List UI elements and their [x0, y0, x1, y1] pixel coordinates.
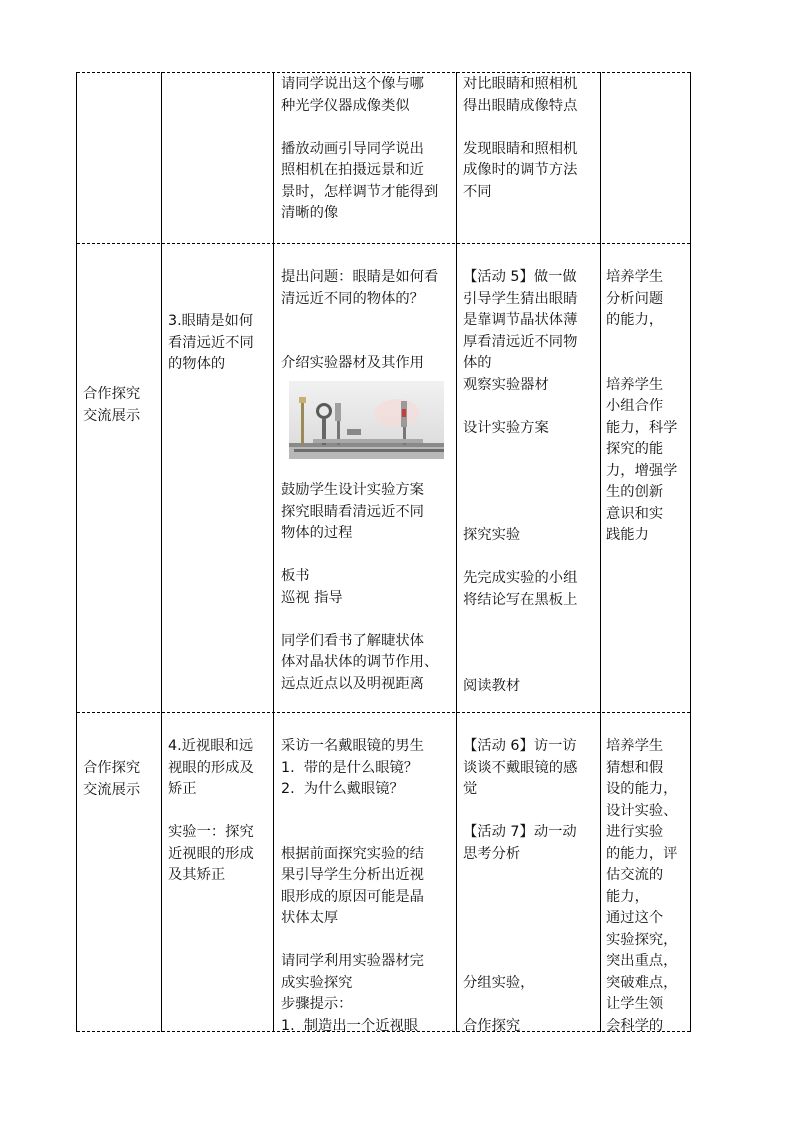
teacher-activity-cell — [281, 736, 424, 1037]
cell-line — [463, 865, 577, 887]
cell-line: 板书 — [281, 568, 310, 584]
cell-line: 突出重点， — [606, 953, 678, 969]
cell-line: 通过这个 — [606, 910, 664, 926]
cell-line — [463, 504, 577, 526]
cell-line: 思考分析 — [463, 845, 521, 862]
cell-line — [281, 930, 424, 952]
cell-line: 不同 — [463, 183, 492, 200]
teacher-activity-cell — [281, 480, 438, 695]
cell-line — [463, 930, 577, 952]
column-divider — [600, 72, 601, 1032]
cell-line — [281, 310, 438, 332]
cell-line: 践能力 — [606, 527, 649, 543]
cell-line: 猜想和假 — [606, 759, 664, 776]
cell-line: 探究实验 — [463, 527, 521, 543]
cell-line — [606, 332, 677, 354]
cell-line: 分析问题 — [606, 290, 664, 307]
cell-line: 请同学说出这个像与哪 — [281, 76, 424, 92]
cell-line: 进行实验 — [606, 824, 664, 840]
cell-line: 清晰的像 — [281, 205, 339, 221]
student-activity-cell — [463, 74, 577, 203]
cell-line: 种光学仪器成像类似 — [281, 97, 410, 114]
cell-line: 提出问题：眼睛是如何看 — [281, 269, 439, 285]
cell-line: 观察实验器材 — [463, 376, 549, 393]
cell-line: 4.近视眼和远 — [168, 738, 254, 754]
cell-line: 能力，科学 — [606, 419, 678, 436]
cell-line: 实验探究， — [606, 931, 678, 948]
cell-line — [463, 117, 577, 139]
cell-line: 先完成实验的小组 — [463, 570, 578, 586]
cell-line: 生的创新 — [606, 484, 664, 500]
cell-line — [281, 609, 438, 631]
cell-line: 实验一：探究 — [168, 824, 254, 840]
cell-line: 合作探究 — [83, 386, 141, 402]
cell-line: 得出眼睛成像特点 — [463, 97, 578, 114]
cell-line: 物体的过程 — [281, 525, 353, 541]
cell-line: 能力， — [606, 888, 649, 905]
cell-line — [463, 611, 577, 633]
cell-line — [463, 908, 577, 930]
cell-line: 鼓励学生设计实验方案 — [281, 482, 424, 498]
cell-line — [463, 439, 577, 461]
cell-line: 培养学生 — [606, 738, 664, 754]
cell-line: 1. 制造出一个近视眼 — [281, 1017, 419, 1034]
cell-line: 果引导学生分析出近视 — [281, 867, 424, 883]
cell-line: 探究的能 — [606, 441, 664, 457]
row-divider — [77, 243, 690, 244]
cell-line: 力，增强学 — [606, 462, 678, 479]
cell-line — [463, 801, 577, 823]
cell-line: 远点近点以及明视距离 — [281, 675, 424, 692]
cell-line: 步骤提示： — [281, 996, 353, 1012]
cell-line: 看清远近不同 — [168, 334, 254, 351]
cell-line: 体的 — [463, 355, 492, 371]
cell-line: 体对晶状体的调节作用、 — [281, 654, 439, 670]
cell-line — [606, 353, 677, 375]
topic-cell — [168, 736, 254, 887]
cell-line: 对比眼睛和照相机 — [463, 76, 578, 92]
cell-line — [463, 994, 577, 1016]
cell-line: 成实验探究 — [281, 974, 353, 991]
cell-line: 的物体的 — [168, 356, 226, 372]
cell-line: 根据前面探究实验的结 — [281, 845, 424, 862]
cell-line: 的能力， — [606, 312, 664, 328]
experiment-apparatus-photo — [289, 381, 444, 459]
cell-line: 培养学生 — [606, 269, 664, 285]
row-divider — [77, 712, 690, 713]
cell-line: 3.眼睛是如何 — [168, 313, 254, 329]
cell-line: 状体太厚 — [281, 910, 339, 926]
cell-line: 视眼的形成及 — [168, 759, 254, 776]
cell-line: 合作探究 — [83, 760, 141, 776]
cell-line: 培养学生 — [606, 376, 664, 393]
cell-line: 1. 带的是什么眼镜？ — [281, 759, 419, 776]
cell-line: 【活动 5】做一做 — [463, 269, 577, 285]
cell-line: 【活动 6】访一访 — [463, 738, 577, 754]
cell-line: 谈谈不戴眼镜的感 — [463, 759, 578, 776]
cell-line: 采访一名戴眼镜的男生 — [281, 738, 424, 754]
cell-line: 及其矫正 — [168, 867, 226, 883]
cell-line: 让学生领 — [606, 996, 664, 1012]
cell-line: 是靠调节晶状体薄 — [463, 312, 578, 328]
cell-line — [463, 461, 577, 483]
cell-line — [463, 654, 577, 676]
cell-line: 发现眼睛和照相机 — [463, 140, 578, 157]
cell-line: 播放动画引导同学说出 — [281, 140, 424, 157]
column-divider — [273, 72, 274, 1032]
cell-line: 同学们看书了解睫状体 — [281, 632, 424, 649]
column-divider — [161, 72, 162, 1032]
cell-line: 小组合作 — [606, 398, 664, 414]
cell-line: 意识和实 — [606, 505, 664, 522]
cell-line — [281, 332, 438, 354]
cell-line: 的能力，评 — [606, 845, 678, 862]
cell-line: 照相机在拍摄远景和近 — [281, 162, 424, 178]
cell-line: 近视眼的形成 — [168, 845, 254, 862]
cell-line — [463, 482, 577, 504]
stage-cell — [83, 384, 140, 427]
teacher-activity-cell — [281, 74, 438, 225]
cell-line: 眼形成的原因可能是晶 — [281, 888, 424, 905]
cell-line: 探究眼睛看清远近不同 — [281, 503, 424, 520]
cell-line: 将结论写在黑板上 — [463, 591, 578, 608]
cell-line: 2. 为什么戴眼镜？ — [281, 781, 404, 797]
stage-cell — [83, 758, 140, 801]
design-intent-cell — [606, 267, 677, 547]
cell-line — [281, 117, 438, 139]
student-activity-cell — [463, 736, 577, 1037]
cell-line: 交流展示 — [83, 407, 141, 424]
design-intent-cell — [606, 736, 677, 1037]
cell-line: 设的能力， — [606, 781, 678, 797]
cell-line — [463, 633, 577, 655]
cell-line: 设计实验、 — [606, 802, 678, 819]
cell-line: 【活动 7】动一动 — [463, 824, 577, 840]
cell-line — [463, 887, 577, 909]
cell-line: 阅读教材 — [463, 677, 521, 694]
cell-line: 介绍实验器材及其作用 — [281, 355, 424, 371]
teacher-activity-cell — [281, 267, 438, 375]
cell-line — [463, 951, 577, 973]
cell-line: 景时，怎样调节才能得到 — [281, 183, 439, 200]
cell-line: 交流展示 — [83, 781, 141, 798]
cell-line: 会科学的 — [606, 1017, 664, 1034]
cell-line: 合作探究 — [463, 1017, 521, 1034]
cell-line — [463, 396, 577, 418]
cell-line: 矫正 — [168, 781, 197, 797]
cell-line — [463, 547, 577, 569]
cell-line: 估交流的 — [606, 867, 664, 883]
cell-line: 突破难点， — [606, 974, 678, 991]
cell-line: 设计实验方案 — [463, 419, 549, 436]
cell-line: 成像时的调节方法 — [463, 162, 578, 178]
cell-line: 请同学利用实验器材完 — [281, 953, 424, 969]
topic-cell — [168, 311, 254, 376]
row-divider — [77, 72, 690, 73]
cell-line: 巡视 指导 — [281, 589, 343, 606]
cell-line: 引导学生猜出眼睛 — [463, 290, 578, 307]
cell-line: 觉 — [463, 781, 478, 797]
cell-line — [281, 801, 424, 823]
cell-line: 清远近不同的物体的？ — [281, 290, 424, 307]
column-divider — [456, 72, 457, 1032]
student-activity-cell — [463, 267, 577, 697]
cell-line: 分组实验， — [463, 974, 535, 991]
cell-line: 厚看清远近不同物 — [463, 333, 578, 350]
cell-line — [281, 545, 438, 567]
cell-line — [281, 822, 424, 844]
cell-line — [168, 801, 254, 823]
